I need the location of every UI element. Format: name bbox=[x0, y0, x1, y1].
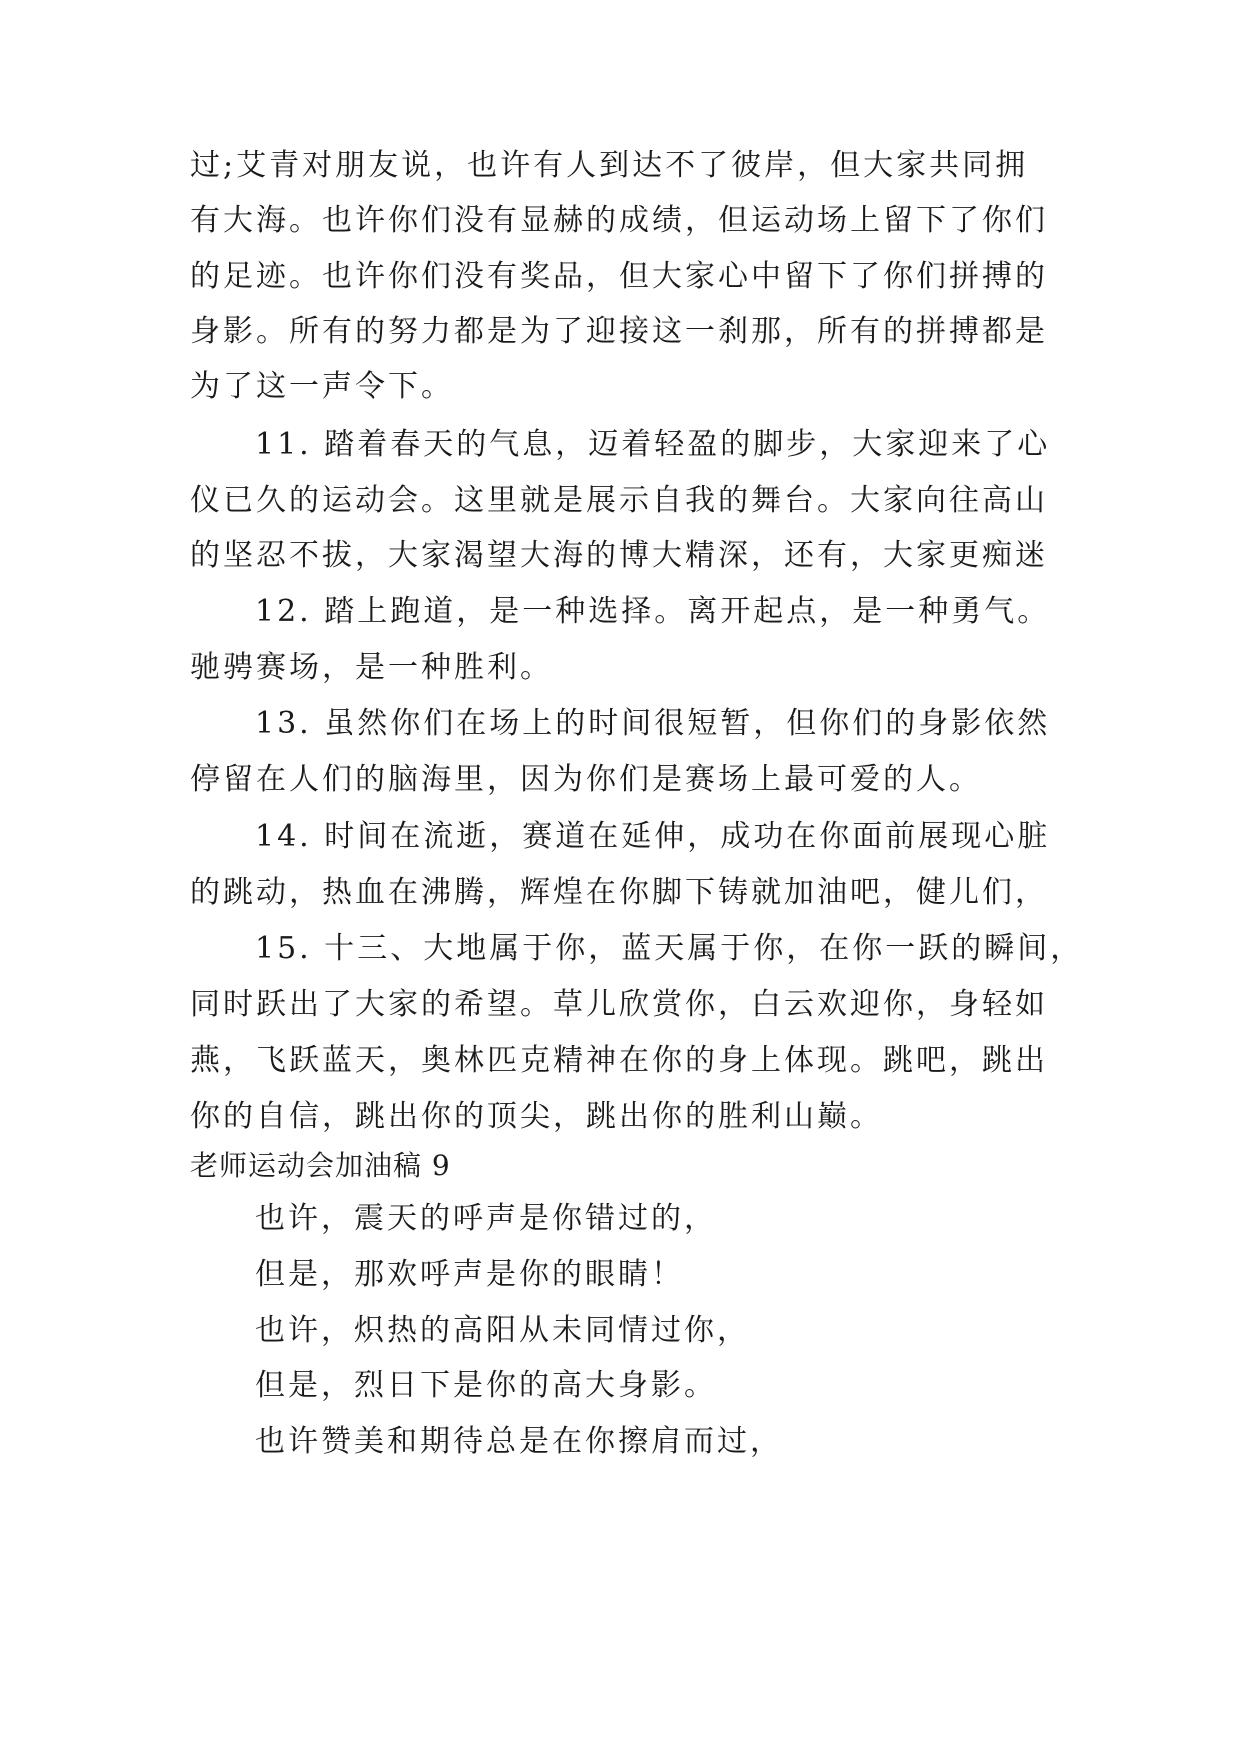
poem-line: 但是，烈日下是你的高大身影。 bbox=[255, 1368, 717, 1403]
paragraph-line: 为了这一声令下。 bbox=[190, 369, 454, 404]
poem-line: 也许，炽热的高阳从未同情过你， bbox=[255, 1313, 750, 1348]
paragraph-line: 有大海。也许你们没有显赫的成绩，但运动场上留下了你们 bbox=[190, 203, 1048, 238]
poem-line: 也许，震天的呼声是你错过的， bbox=[255, 1201, 717, 1236]
numbered-item-14: 14. 时间在流逝，赛道在延伸，成功在你面前展现心脏 bbox=[255, 819, 1051, 854]
paragraph-line: 仪已久的运动会。这里就是展示自我的舞台。大家向往高山 bbox=[190, 483, 1048, 518]
paragraph-line: 身影。所有的努力都是为了迎接这一刹那，所有的拼搏都是 bbox=[190, 314, 1048, 349]
paragraph-line: 燕，飞跃蓝天，奥林匹克精神在你的身上体现。跳吧，跳出 bbox=[190, 1043, 1048, 1078]
paragraph-line: 停留在人们的脑海里，因为你们是赛场上最可爱的人。 bbox=[190, 762, 982, 797]
section-heading: 老师运动会加油稿 9 bbox=[190, 1149, 451, 1182]
poem-line: 也许赞美和期待总是在你擦肩而过， bbox=[255, 1424, 783, 1459]
numbered-item-15: 15. 十三、大地属于你，蓝天属于你，在你一跃的瞬间， bbox=[255, 931, 1084, 966]
paragraph-line: 的坚忍不拔，大家渴望大海的博大精深，还有，大家更痴迷 bbox=[190, 538, 1048, 573]
numbered-item-13: 13. 虽然你们在场上的时间很短暂，但你们的身影依然 bbox=[255, 706, 1051, 741]
paragraph-line: 你的自信，跳出你的顶尖，跳出你的胜利山巅。 bbox=[190, 1099, 883, 1134]
paragraph-line: 的足迹。也许你们没有奖品，但大家心中留下了你们拼搏的 bbox=[190, 259, 1048, 294]
numbered-item-12: 12. 踏上跑道，是一种选择。离开起点，是一种勇气。 bbox=[255, 594, 1051, 629]
paragraph-line: 驰骋赛场，是一种胜利。 bbox=[190, 650, 553, 685]
numbered-item-11: 11. 踏着春天的气息，迈着轻盈的脚步，大家迎来了心 bbox=[255, 427, 1051, 462]
paragraph-line: 同时跃出了大家的希望。草儿欣赏你，白云欢迎你，身轻如 bbox=[190, 987, 1048, 1022]
poem-line: 但是，那欢呼声是你的眼睛！ bbox=[255, 1257, 684, 1292]
paragraph-line: 的跳动，热血在沸腾，辉煌在你脚下铸就加油吧，健儿们， bbox=[190, 875, 1048, 910]
paragraph-line: 过;艾青对朋友说，也许有人到达不了彼岸，但大家共同拥 bbox=[190, 148, 1029, 183]
